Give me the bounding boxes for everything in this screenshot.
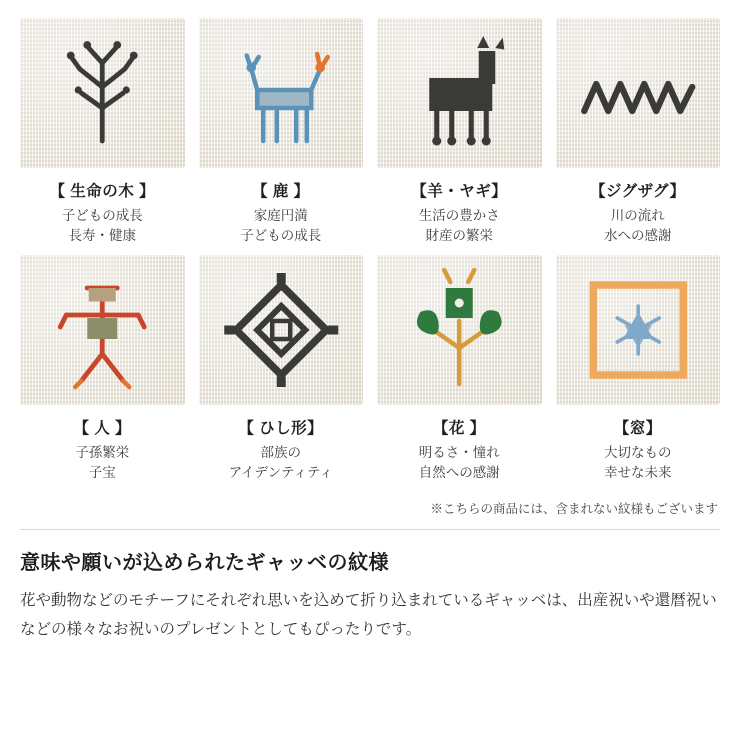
motif-title: 【 ひし形】 bbox=[238, 419, 324, 437]
flower-motif-image bbox=[377, 255, 542, 405]
tree-of-life-motif-image bbox=[20, 18, 185, 168]
motif-desc-line: 家庭円満 bbox=[253, 208, 308, 223]
motif-title: 【ジグザグ】 bbox=[589, 183, 686, 200]
flower-icon bbox=[377, 255, 542, 405]
motif-title: 【 鹿 】 bbox=[251, 183, 310, 200]
tree-of-life-icon bbox=[20, 18, 185, 168]
motif-cell-zigzag bbox=[556, 18, 721, 247]
motif-desc-line: 川の流れ bbox=[610, 208, 665, 223]
zigzag-motif-image bbox=[556, 18, 721, 168]
motif-description bbox=[556, 443, 721, 484]
motif-desc-line: 子宝 bbox=[88, 464, 116, 480]
motif-grid bbox=[20, 18, 720, 483]
person-motif-image bbox=[20, 255, 185, 405]
motif-desc-line: 子どもの成長 bbox=[240, 228, 322, 244]
person-icon bbox=[20, 255, 185, 405]
motif-desc-line: 財産の繁栄 bbox=[425, 228, 493, 244]
window-icon bbox=[556, 255, 721, 405]
window-motif-image bbox=[556, 255, 721, 405]
motif-cell-diamond bbox=[199, 255, 364, 484]
motif-description bbox=[377, 443, 542, 484]
motif-cell-window bbox=[556, 255, 721, 484]
motif-cell-flower bbox=[377, 255, 542, 484]
motif-desc-line: 水への感謝 bbox=[604, 228, 672, 244]
motif-cell-sheep-goat bbox=[377, 18, 542, 247]
section-divider bbox=[20, 529, 720, 530]
motif-title: 【窓】 bbox=[613, 419, 662, 437]
motif-desc-line: 子孫繁栄 bbox=[75, 444, 130, 460]
motif-desc-line: 明るさ・憧れ bbox=[418, 444, 500, 460]
motif-description bbox=[199, 443, 364, 484]
motif-cell-tree-of-life bbox=[20, 18, 185, 247]
article-heading: 意味や願いが込められたギャッベの紋様 bbox=[20, 552, 389, 574]
motif-desc-line: 大切なもの bbox=[604, 444, 672, 460]
motif-desc-line: 幸せな未来 bbox=[604, 464, 672, 480]
motif-desc-line: 生活の豊かさ bbox=[418, 208, 500, 223]
motif-title: 【羊・ヤギ】 bbox=[411, 183, 508, 200]
motif-desc-line: 部族の bbox=[260, 444, 301, 460]
deer-icon bbox=[199, 18, 364, 168]
motif-desc-line: 長寿・健康 bbox=[68, 228, 136, 244]
motif-desc-line: アイデンティティ bbox=[228, 464, 333, 480]
motif-description bbox=[20, 443, 185, 484]
article-body: 花や動物などのモチーフにそれぞれ思いを込めて折り込まれているギャッベは、出産祝いや還暦祝いなどの様々なお祝いのプレゼントとしてもぴったりです。 bbox=[20, 592, 717, 638]
sheep-goat-icon bbox=[377, 18, 542, 168]
motif-cell-person bbox=[20, 255, 185, 484]
motif-description bbox=[556, 206, 721, 247]
sheep-goat-motif-image bbox=[377, 18, 542, 168]
motif-description bbox=[199, 206, 364, 247]
motif-cell-deer bbox=[199, 18, 364, 247]
diamond-icon bbox=[199, 255, 364, 405]
zigzag-icon bbox=[556, 18, 721, 168]
motif-title: 【花 】 bbox=[432, 419, 486, 437]
diamond-motif-image bbox=[199, 255, 364, 405]
motif-title: 【 生命の木 】 bbox=[49, 183, 156, 200]
motif-description bbox=[20, 206, 185, 247]
motif-description bbox=[377, 206, 542, 247]
motif-desc-line: 子どもの成長 bbox=[61, 208, 143, 223]
disclaimer-note: ※こちらの商品には、含まれない紋様もございます bbox=[430, 502, 718, 516]
motif-title: 【 人 】 bbox=[73, 419, 132, 437]
deer-motif-image bbox=[199, 18, 364, 168]
motif-desc-line: 自然への感謝 bbox=[418, 464, 500, 480]
